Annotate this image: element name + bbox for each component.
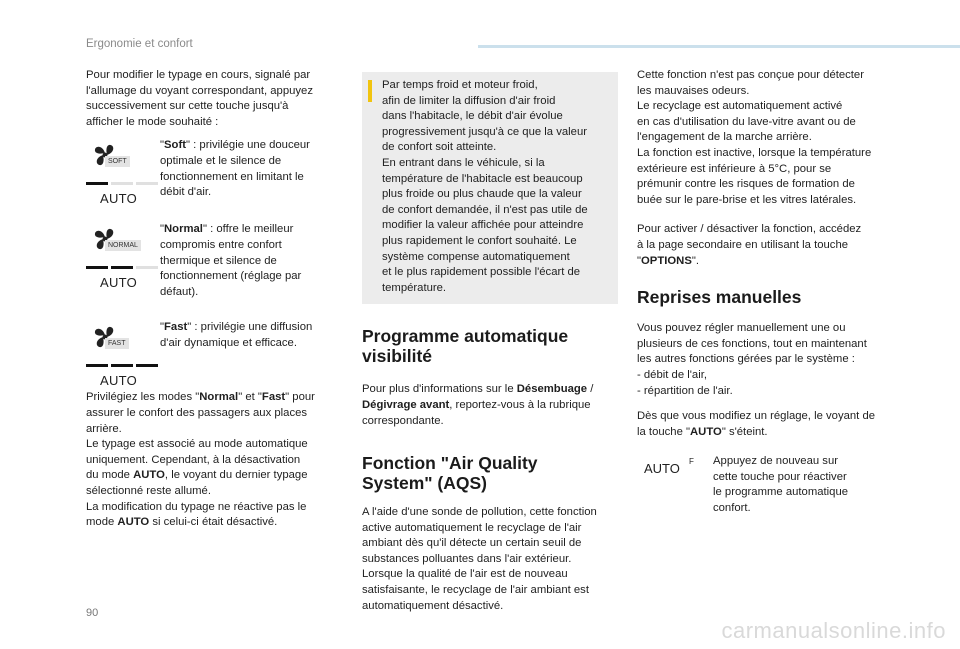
level-bar [111,266,133,269]
mode-badge: FAST [105,338,129,349]
level-bar [136,364,158,367]
manual-heading: Reprises manuelles [637,287,802,308]
auto-label: AUTO [100,373,138,389]
auto-label: AUTO [100,275,138,291]
mode-level-bars [86,182,158,185]
aqs-details-paragraph: Cette fonction n'est pas conçue pour détecter les mauvaises odeurs. Le recyclage est automatiquement activé en cas d'utilisation du lave-vitre avant ou de l'engagement de la marche arrière. La fonction est inactive, lorsque la température extérieure est inférieure à 5°C, pour se prémunir contre les risques de formation de buée sur le pare-brise et les vitres latérales. [637,69,872,206]
mode-3 [86,320,342,389]
mode-level-bars [86,266,158,269]
visibility-paragraph: Pour plus d'informations sur le Désembuage / Dégivrage avant, reportez-vous à la rubrique correspondante. [362,383,594,427]
visibility-heading: Programme automatique visibilité [362,326,569,367]
reactivate-instruction [637,454,899,514]
manual-paragraph: Vous pouvez régler manuellement une ou plusieurs de ces fonctions, tout en maintenant les autres fonctions gérées par le système : - débit de l'air, - répartition de l'air. [637,322,867,397]
modes-paragraph: Privilégiez les modes "Normal" et "Fast" pour assurer le confort des passagers aux places arrière. Le typage est associé au mode automatique uniquement. Cependant, à la désactivation du mode AUTO, le voyant du dernier typage sélectionné reste allumé. La modification du typage ne réactive pas le mode AUTO si celui-ci était désactivé. [86,391,315,529]
mode-level-bars [86,364,158,367]
reactivate-text: Appuyez de nouveau sur cette touche pour réactiver le programme automatique confort. [713,455,849,515]
section-title: Ergonomie et confort [86,38,193,50]
options-paragraph: Pour activer / désactiver la fonction, accédez à la page secondaire en utilisant la touche "OPTIONS". [637,223,862,267]
level-bar [86,266,108,269]
column-1 [86,68,342,531]
mode-badge: NORMAL [105,240,141,251]
level-bar [111,364,133,367]
mode-2 [86,222,342,312]
level-bar [86,364,108,367]
fan-mode-indicator [86,228,162,310]
column-2 [362,72,618,614]
fan-mode-indicator [86,144,162,226]
page-number: 90 [86,607,99,619]
info-text: Par temps froid et moteur froid, afin de limiter la diffusion d'air froid dans l'habitacle, le débit d'air évolue progressivement jusqu'à ce que la valeur de confort soit atteinte. En entrant dans le véhicule, si la température de l'habitacle est beaucoup plus froide ou plus chaude que la valeur de confort demandée, il n'est pas utile de modifier la valeur affichée pour atteindre plus rapidement le confort souhaité. Le système compense automatiquement et le plus rapidement possible l'écart de température. [382,79,588,294]
watermark: carmanualsonline.info [721,618,946,643]
column-3 [637,68,899,514]
level-bar [86,182,108,185]
mode-list [86,138,342,389]
fan-mode-indicator [86,326,162,408]
aqs-paragraph: A l'aide d'une sonde de pollution, cette fonction active automatiquement le recyclage de l'air ambiant dès qu'il détecte un certain seuil de substances polluantes dans l'air extérieur. Lorsque la qualité de l'air est de nouveau satisfaisante, le recyclage de l'air ambiant est automatiquement désactivé. [362,506,597,612]
mode-badge: SOFT [105,156,130,167]
mode-description: "Soft" : privilégie une douceur optimale et le silence de fonctionnement en limitant le débit d'air. [160,139,310,199]
aqs-heading: Fonction "Air Quality System" (AQS) [362,453,538,494]
bullet-icon: F [689,457,694,467]
mode-description: "Normal" : offre le meilleur compromis entre confort thermique et silence de fonctionnement (réglage par défaut). [160,223,302,298]
auto-button[interactable]: AUTO [644,461,680,477]
intro-paragraph: Pour modifier le typage en cours, signalé par l'allumage du voyant correspondant, appuyez successivement sur cette touche jusqu'à afficher le mode souhaité : [86,69,313,128]
auto-label: AUTO [100,191,138,207]
auto-off-paragraph: Dès que vous modifiez un réglage, le voyant de la touche "AUTO" s'éteint. [637,410,876,438]
mode-1 [86,138,342,214]
info-box [362,72,618,304]
level-bar [136,182,158,185]
info-icon [368,80,372,102]
header-bar [478,45,960,48]
level-bar [111,182,133,185]
level-bar [136,266,158,269]
mode-description: "Fast" : privilégie une diffusion d'air dynamique et efficace. [160,321,313,349]
